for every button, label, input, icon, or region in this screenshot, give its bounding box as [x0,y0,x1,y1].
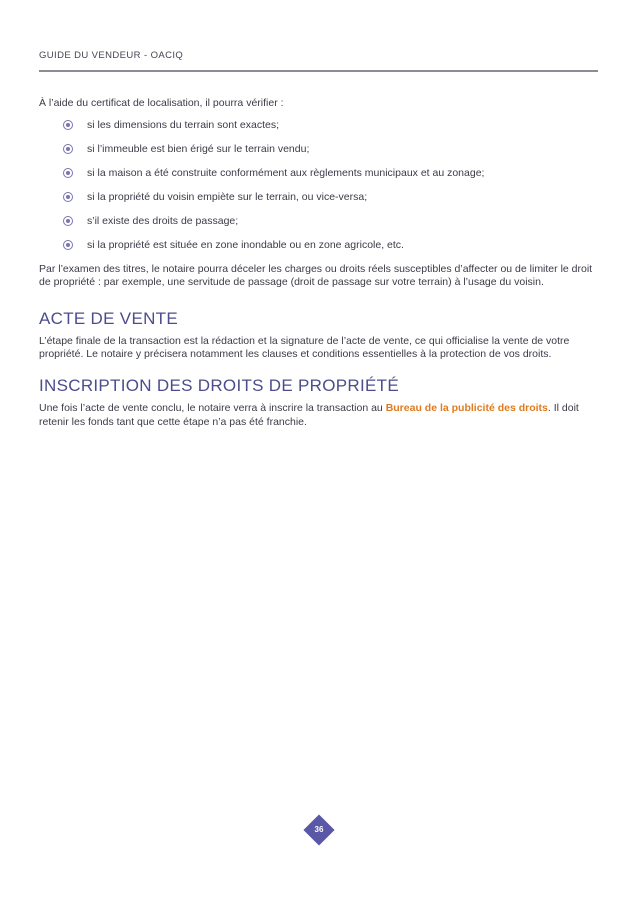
bureau-publicite-link[interactable]: Bureau de la publicité des droits [385,401,548,414]
header-divider [39,70,598,72]
list-item: si l’immeuble est bien érigé sur le terrain vendu; [39,143,602,156]
inscription-heading: INSCRIPTION DES DROITS DE PROPRIÉTÉ [39,375,399,395]
list-item: si les dimensions du terrain sont exactes; [39,119,602,132]
list-item: s’il existe des droits de passage; [39,215,602,228]
examen-paragraph: Par l’examen des titres, le notaire pourra déceler les charges ou droits réels susceptibles d’affecter ou de limiter le droit de propriété : par exemple, une servitude de passage (droit de passage sur votre terrain) à l’usage du voisin. [39,262,593,289]
bullet-icon [63,240,73,250]
bullet-icon [63,216,73,226]
verification-list [39,119,602,252]
document-header: GUIDE DU VENDEUR - OACIQ [39,50,184,61]
inscription-paragraph: Une fois l’acte de vente conclu, le notaire verra à inscrire la transaction au Bureau de la publicité des droits. Il doit retenir les fonds tant que cette étape n’a pas été franchie. [39,401,579,428]
bullet-icon [63,144,73,154]
bullet-icon [63,120,73,130]
acte-de-vente-heading: ACTE DE VENTE [39,308,178,328]
acte-de-vente-paragraph: L’étape finale de la transaction est la rédaction et la signature de l’acte de vente, ce qui officialise la vente de votre propriété. Le notaire y précisera notamment les clauses et conditions essentielles à la protection de vos droits. [39,334,570,361]
list-item: si la propriété est située en zone inondable ou en zone agricole, etc. [39,239,602,252]
list-item: si la maison a été construite conformément aux règlements municipaux et au zonage; [39,167,602,180]
page-number-badge [303,814,334,845]
intro-paragraph: À l’aide du certificat de localisation, il pourra vérifier : [39,97,284,109]
bullet-icon [63,192,73,202]
list-item: si la propriété du voisin empiète sur le terrain, ou vice-versa; [39,191,602,204]
bullet-icon [63,168,73,178]
page-number: 36 [314,825,324,834]
page-content [39,97,602,429]
